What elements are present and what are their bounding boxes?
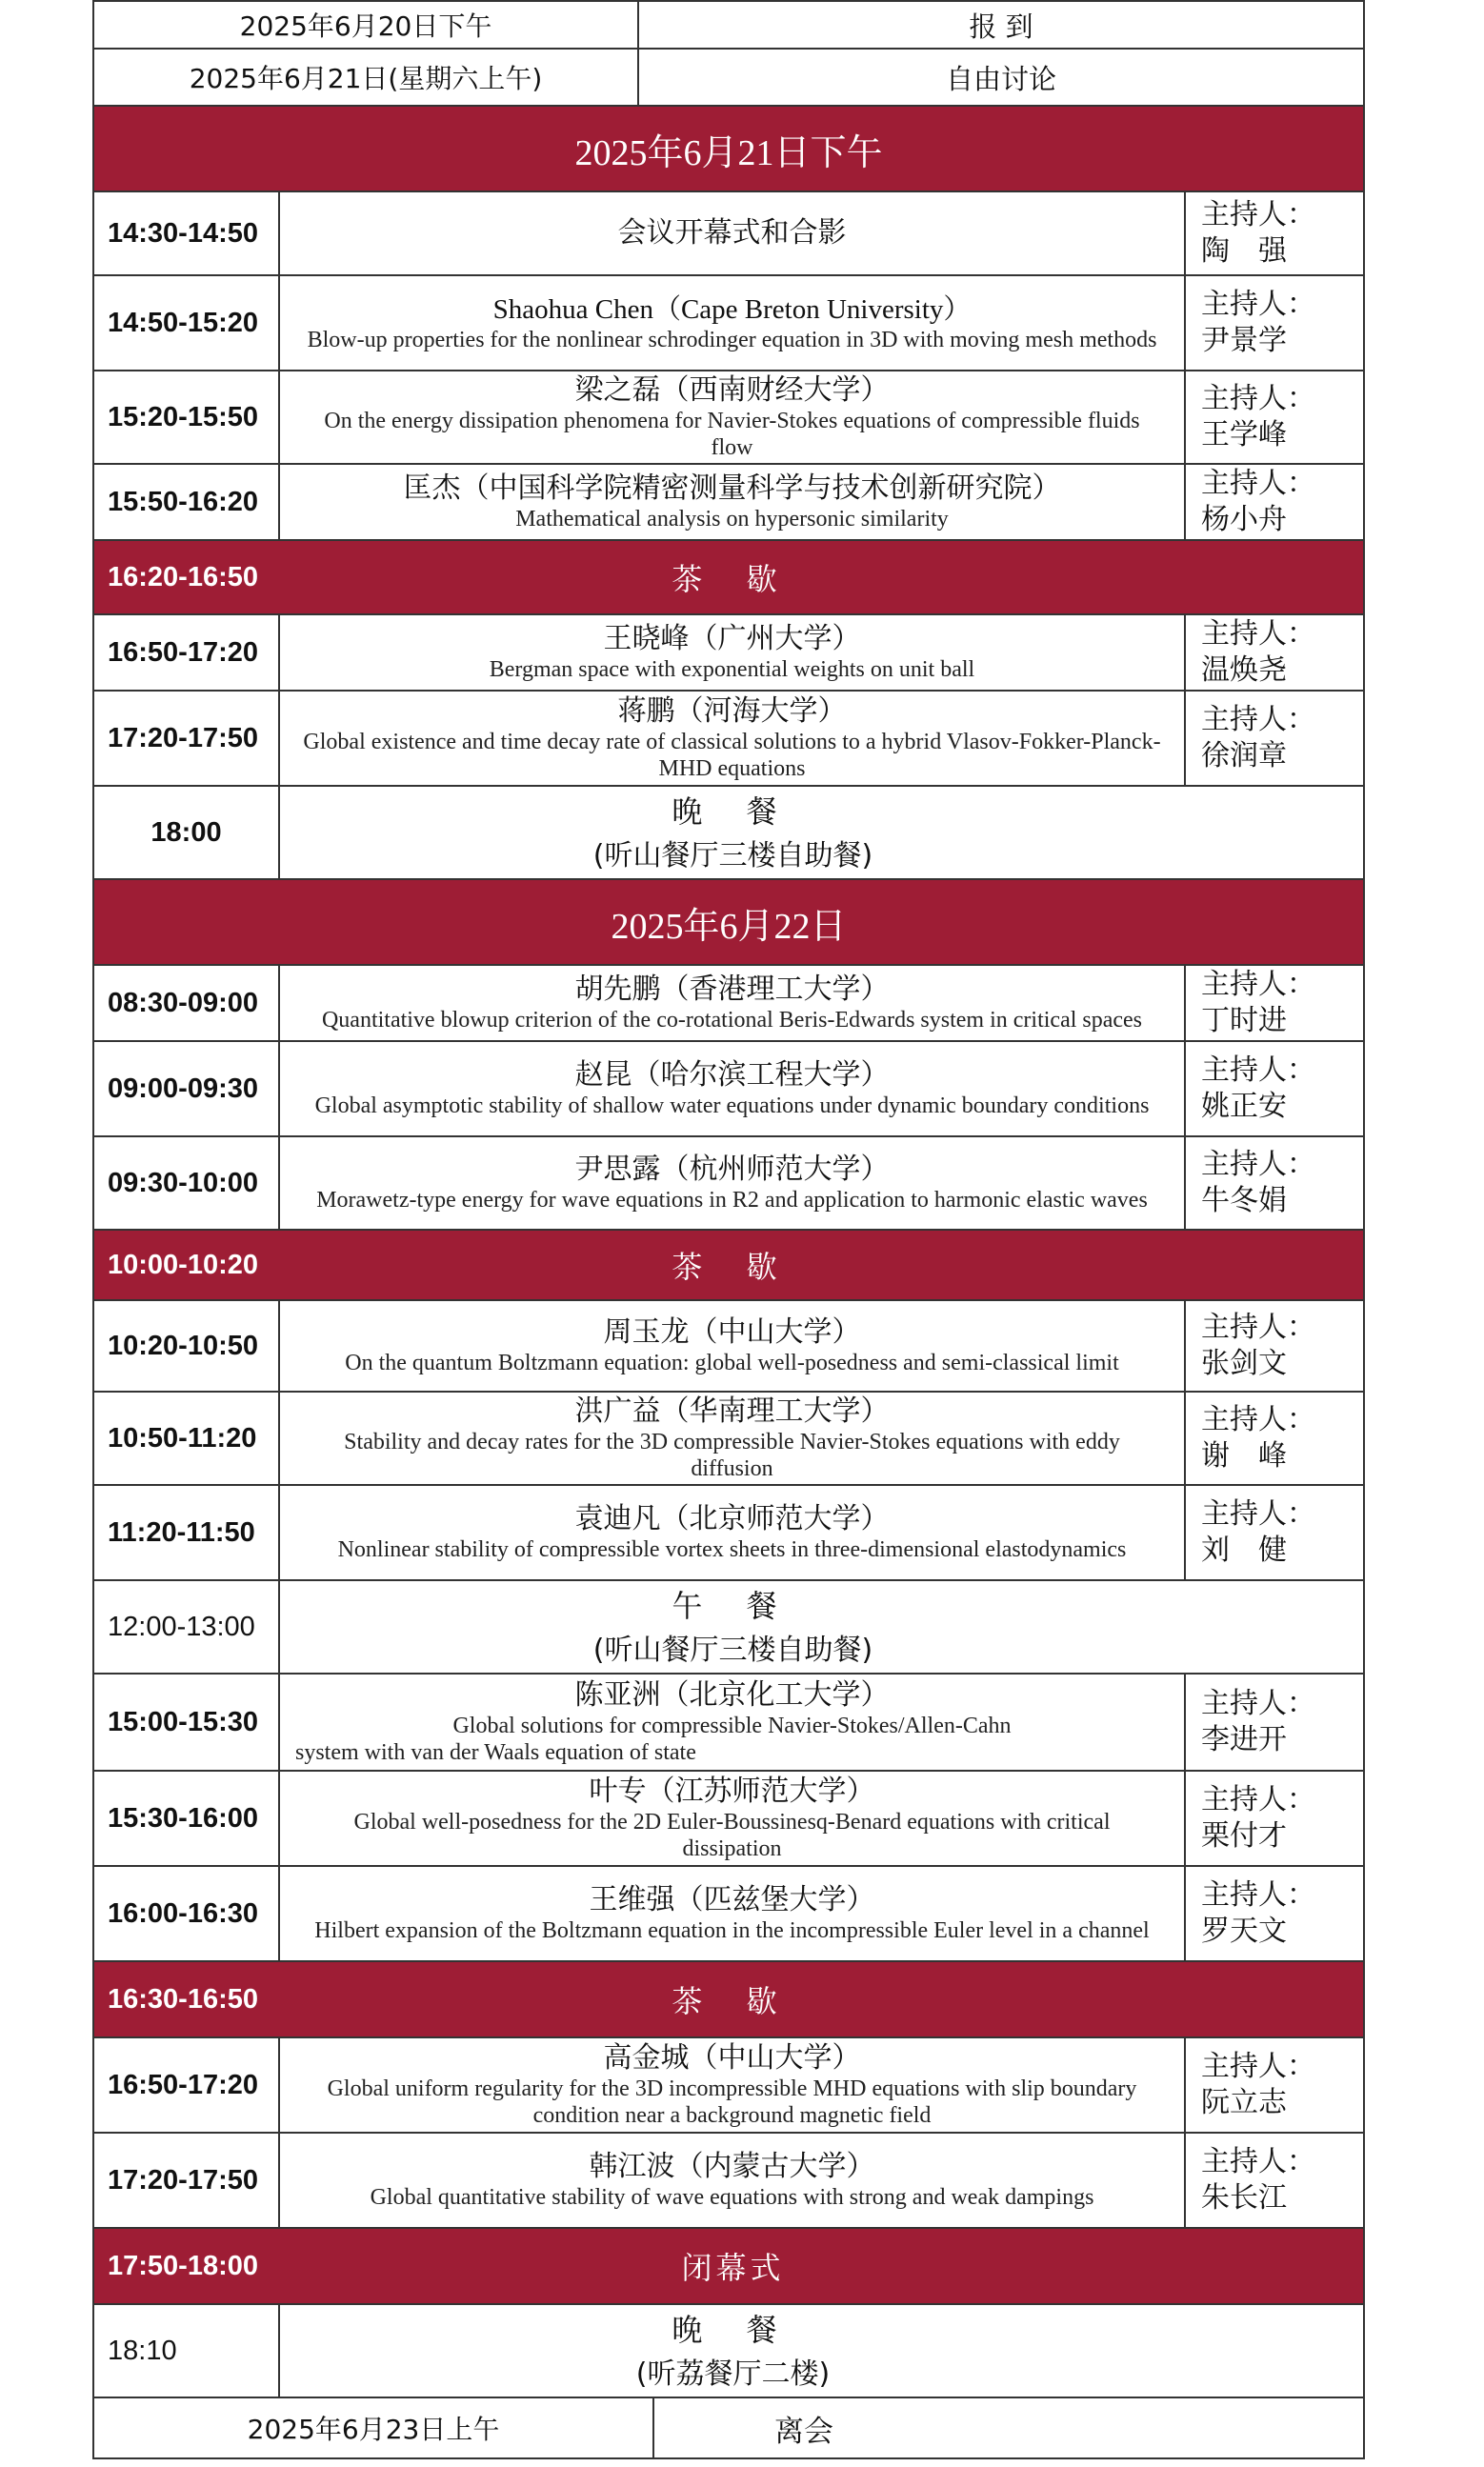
- host-label: 主持人：: [1201, 2145, 1315, 2178]
- activity-cell: 报 到: [969, 10, 1033, 43]
- session-host: [1186, 2134, 1363, 2227]
- session-title: Global asymptotic stability of shallow water equations under dynamic boundary conditions: [314, 1093, 1150, 1118]
- session-time: 10:20-10:50: [94, 1301, 280, 1391]
- session-title: Global uniform regularity for the 3D incompressible MHD equations with slip boundary condition near a background magnetic field: [327, 2076, 1137, 2128]
- session-speaker: 梁之磊（西南财经大学）: [574, 373, 890, 407]
- host-name: 王学峰: [1201, 418, 1287, 451]
- tea-break-row: [92, 541, 1365, 615]
- header-row-registration: [92, 0, 1365, 50]
- session-time: 16:00-16:30: [94, 1867, 280, 1960]
- session-content: [280, 1301, 1186, 1391]
- session-title: Global quantitative stability of wave equations with strong and weak dampings: [370, 2185, 1094, 2210]
- session-row: [92, 692, 1365, 787]
- session-time: 11:20-11:50: [94, 1486, 280, 1579]
- break-label: 茶 歇: [672, 561, 794, 597]
- host-label: 主持人：: [1201, 467, 1315, 500]
- tea-break-row: [92, 1962, 1365, 2038]
- lunch-place: (听山餐厅三楼自助餐): [592, 1634, 873, 1667]
- session-host: [1186, 1137, 1363, 1229]
- session-content: [280, 615, 1186, 690]
- session-row: [92, 1301, 1365, 1393]
- host-label: 主持人：: [1201, 1403, 1315, 1436]
- session-speaker: 尹思露（杭州师范大学）: [574, 1153, 890, 1186]
- session-row: [92, 1867, 1365, 1962]
- session-host: [1186, 1301, 1363, 1391]
- session-title: On the energy dissipation phenomena for Navier-Stokes equations of compressible fluids flow: [324, 409, 1140, 460]
- session-host: [1186, 1772, 1363, 1865]
- departure-row: [92, 2398, 1365, 2459]
- session-title: Global existence and time decay rate of classical solutions to a hybrid Vlasov-Fokker-Planck-MHD equations: [303, 730, 1161, 781]
- session-speaker: 王晓峰（广州大学）: [603, 622, 861, 655]
- host-name: 刘 健: [1201, 1534, 1287, 1567]
- date-cell: 2025年6月20日下午: [94, 2, 639, 48]
- host-label: 主持人：: [1201, 1311, 1315, 1344]
- host-name: 徐润章: [1201, 739, 1287, 772]
- session-speaker: 胡先鹏（香港理工大学）: [574, 973, 890, 1006]
- host-label: 主持人：: [1201, 382, 1315, 415]
- closing-time: 17:50-18:00: [108, 2250, 258, 2281]
- session-time: 14:50-15:20: [94, 276, 280, 370]
- session-title: On the quantum Boltzmann equation: global well-posedness and semi-classical limit: [345, 1351, 1119, 1375]
- session-content: [280, 192, 1186, 274]
- dinner-place: (听荔餐厅二楼): [635, 2357, 831, 2391]
- session-host: [1186, 615, 1363, 690]
- dinner-row: [92, 787, 1365, 880]
- session-time: 15:20-15:50: [94, 371, 280, 463]
- host-name: 栗付才: [1201, 1819, 1287, 1853]
- session-time: 09:30-10:00: [94, 1137, 280, 1229]
- dinner-time: 18:00: [94, 787, 280, 878]
- session-content: [280, 276, 1186, 370]
- tea-break-row: [92, 1231, 1365, 1301]
- session-time: 15:30-16:00: [94, 1772, 280, 1865]
- session-row: [92, 1486, 1365, 1581]
- host-label: 主持人：: [1201, 1878, 1315, 1912]
- session-host: [1186, 2038, 1363, 2132]
- session-content: [280, 465, 1186, 539]
- host-label: 主持人：: [1201, 1148, 1315, 1181]
- dinner-content: [280, 2305, 1363, 2397]
- session-speaker: 韩江波（内蒙古大学）: [589, 2150, 875, 2183]
- host-name: 丁时进: [1201, 1004, 1287, 1037]
- session-speaker: Shaohua Chen（Cape Breton University）: [492, 294, 972, 325]
- session-title: Mathematical analysis on hypersonic similarity: [515, 507, 949, 532]
- host-name: 尹景学: [1201, 324, 1287, 357]
- session-title: Morawetz-type energy for wave equations in R2 and application to harmonic elastic waves: [316, 1188, 1148, 1213]
- break-time: 10:00-10:20: [108, 1249, 258, 1280]
- session-content: [280, 1675, 1186, 1770]
- host-name: 阮立志: [1201, 2086, 1287, 2119]
- host-name: 杨小舟: [1201, 503, 1287, 536]
- host-name: 姚正安: [1201, 1090, 1287, 1123]
- session-host: [1186, 1867, 1363, 1960]
- session-row: [92, 615, 1365, 692]
- break-label: 茶 歇: [672, 1983, 794, 2019]
- session-row: [92, 1137, 1365, 1231]
- break-time: 16:30-16:50: [108, 1983, 258, 2015]
- break-time: 16:20-16:50: [108, 561, 258, 592]
- session-host: [1186, 276, 1363, 370]
- host-label: 主持人：: [1201, 1783, 1315, 1816]
- closing-label: 闭幕式: [681, 2250, 785, 2286]
- session-host: [1186, 966, 1363, 1040]
- dinner-row: [92, 2305, 1365, 2398]
- session-row: [92, 192, 1365, 276]
- session-title-line2: system with van der Waals equation of state: [295, 1740, 696, 1765]
- session-speaker: 高金城（中山大学）: [603, 2041, 861, 2075]
- session-title: Nonlinear stability of compressible vortex sheets in three-dimensional elastodynamics: [337, 1537, 1127, 1562]
- session-row: [92, 1675, 1365, 1772]
- session-content: [280, 1042, 1186, 1135]
- schedule-table: [92, 0, 1365, 2459]
- header-row-discussion: [92, 50, 1365, 107]
- session-content: [280, 1486, 1186, 1579]
- dinner-label: 晚 餐: [672, 2312, 794, 2348]
- session-content: [280, 1772, 1186, 1865]
- session-title: Global solutions for compressible Navier-Stokes/Allen-Cahn: [452, 1714, 1012, 1738]
- session-time: 16:50-17:20: [94, 615, 280, 690]
- session-time: 17:20-17:50: [94, 2134, 280, 2227]
- host-label: 主持人：: [1201, 968, 1315, 1001]
- lunch-time: 12:00-13:00: [94, 1581, 280, 1673]
- session-content: [280, 371, 1186, 463]
- session-row: [92, 1042, 1365, 1137]
- session-host: [1186, 465, 1363, 539]
- session-host: [1186, 1393, 1363, 1484]
- break-label: 茶 歇: [672, 1249, 794, 1285]
- lunch-row: [92, 1581, 1365, 1675]
- session-time: 10:50-11:20: [94, 1393, 280, 1484]
- day-banner: 2025年6月21日下午: [92, 107, 1365, 192]
- session-row: [92, 2038, 1365, 2134]
- session-speaker: 叶专（江苏师范大学）: [589, 1775, 875, 1808]
- host-label: 主持人：: [1201, 1687, 1315, 1720]
- host-name: 罗天文: [1201, 1915, 1287, 1948]
- session-content: [280, 1137, 1186, 1229]
- lunch-content: [280, 1581, 1363, 1673]
- session-content: [280, 692, 1186, 785]
- host-label: 主持人：: [1201, 1497, 1315, 1531]
- session-content: [280, 2038, 1186, 2132]
- session-row: [92, 276, 1365, 371]
- session-title: Bergman space with exponential weights on unit ball: [489, 657, 975, 682]
- host-name: 牛冬娟: [1201, 1184, 1287, 1217]
- host-label: 主持人：: [1201, 703, 1315, 736]
- session-row: [92, 966, 1365, 1042]
- session-host: [1186, 371, 1363, 463]
- dinner-time: 18:10: [94, 2305, 280, 2397]
- session-host: [1186, 1486, 1363, 1579]
- lunch-label: 午 餐: [672, 1588, 794, 1624]
- session-host: [1186, 192, 1363, 274]
- session-time: 15:00-15:30: [94, 1675, 280, 1770]
- dinner-label: 晚 餐: [672, 793, 794, 830]
- session-speaker: 袁迪凡（北京师范大学）: [574, 1502, 890, 1535]
- host-name: 张剑文: [1201, 1347, 1287, 1380]
- session-row: [92, 2134, 1365, 2229]
- session-title: Hilbert expansion of the Boltzmann equation in the incompressible Euler level in a channel: [314, 1918, 1150, 1943]
- host-label: 主持人：: [1201, 617, 1315, 651]
- session-host: [1186, 1042, 1363, 1135]
- session-speaker: 王维强（匹兹堡大学）: [589, 1883, 875, 1916]
- dinner-content: [280, 787, 1363, 878]
- session-time: 15:50-16:20: [94, 465, 280, 539]
- date-cell: 2025年6月23日上午: [94, 2398, 654, 2457]
- session-row: [92, 1393, 1365, 1486]
- host-name: 温焕尧: [1201, 653, 1287, 687]
- session-time: 09:00-09:30: [94, 1042, 280, 1135]
- session-content: [280, 1867, 1186, 1960]
- session-content: [280, 2134, 1186, 2227]
- host-label: 主持人：: [1201, 2050, 1315, 2083]
- dinner-place: (听山餐厅三楼自助餐): [592, 839, 873, 872]
- session-host: [1186, 692, 1363, 785]
- session-row: [92, 371, 1365, 465]
- day-banner: 2025年6月22日: [92, 880, 1365, 966]
- host-name: 李进开: [1201, 1723, 1287, 1756]
- activity-cell: 离会: [774, 2414, 833, 2449]
- session-speaker: 蒋鹏（河海大学）: [617, 694, 847, 728]
- session-speaker: 周玉龙（中山大学）: [603, 1315, 861, 1349]
- date-cell: 2025年6月21日(星期六上午): [94, 50, 639, 105]
- host-name: 谢 峰: [1201, 1439, 1287, 1473]
- session-speaker: 会议开幕式和合影: [617, 216, 847, 250]
- session-speaker: 洪广益（华南理工大学）: [574, 1394, 890, 1428]
- session-time: 16:50-17:20: [94, 2038, 280, 2132]
- host-label: 主持人：: [1201, 288, 1315, 321]
- closing-ceremony-row: [92, 2229, 1365, 2305]
- session-title: Quantitative blowup criterion of the co-rotational Beris-Edwards system in critical spaces: [321, 1008, 1143, 1033]
- session-time: 14:30-14:50: [94, 192, 280, 274]
- host-name: 陶 强: [1201, 234, 1287, 268]
- session-speaker: 匡杰（中国科学院精密测量科学与技术创新研究院）: [403, 471, 1061, 505]
- session-time: 08:30-09:00: [94, 966, 280, 1040]
- activity-cell: 自由讨论: [945, 62, 1056, 95]
- session-content: [280, 1393, 1186, 1484]
- session-host: [1186, 1675, 1363, 1770]
- session-title: Blow-up properties for the nonlinear schrodinger equation in 3D with moving mesh methods: [307, 328, 1157, 352]
- session-row: [92, 465, 1365, 541]
- session-speaker: 陈亚洲（北京化工大学）: [574, 1678, 890, 1712]
- host-label: 主持人：: [1201, 1053, 1315, 1087]
- session-title: Stability and decay rates for the 3D compressible Navier-Stokes equations with eddy diffusion: [344, 1430, 1120, 1481]
- session-title: Global well-posedness for the 2D Euler-Boussinesq-Benard equations with critical dissipation: [353, 1810, 1111, 1861]
- session-speaker: 赵昆（哈尔滨工程大学）: [574, 1058, 890, 1092]
- host-name: 朱长江: [1201, 2181, 1287, 2215]
- host-label: 主持人：: [1201, 198, 1315, 231]
- session-row: [92, 1772, 1365, 1867]
- session-content: [280, 966, 1186, 1040]
- session-time: 17:20-17:50: [94, 692, 280, 785]
